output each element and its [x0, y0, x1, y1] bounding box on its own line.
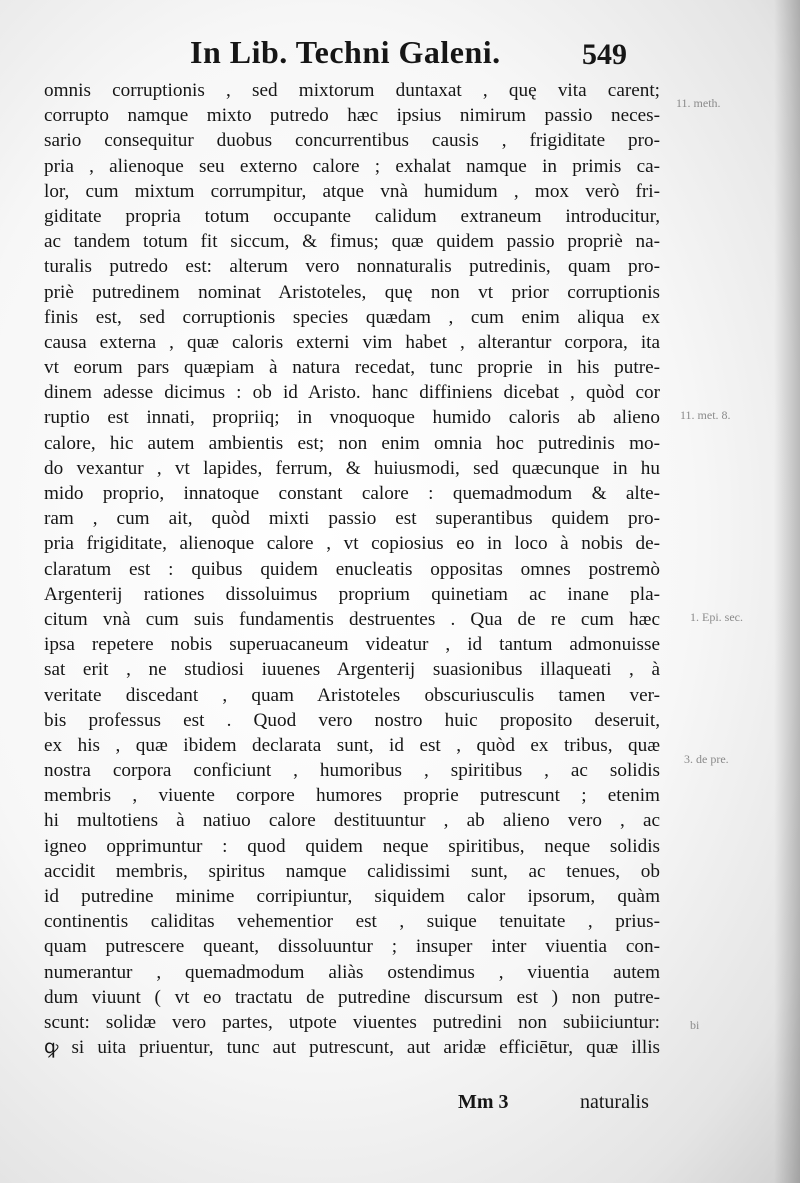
margin-note: bi [690, 1018, 700, 1032]
text-line: turalis putredo est: alterum vero nonnaturalis putredinis, quam pro- [44, 256, 660, 278]
text-line: calore, hic autem ambientis est; non enim omnia hoc putredinis mo- [44, 432, 660, 454]
text-line: sario consequitur duobus concurrentibus causis , frigiditate pro- [44, 130, 660, 152]
text-line: giditate propria totum occupante calidum extraneum introducitur, [44, 205, 660, 227]
text-line: veritate discedant , quam Aristoteles obscuriusculis tamen ver- [44, 684, 660, 706]
text-line: nostra corpora conficiunt , humoribus , spiritibus , ac solidis [44, 760, 660, 782]
text-line: vt eorum pars quæpiam à natura recedat, tunc proprie in his putre- [44, 357, 660, 379]
text-line: pria , alienoque seu externo calore ; exhalat namque in primis ca- [44, 155, 660, 177]
text-line: continentis caliditas vehementior est , suique tenuitate , prius- [44, 911, 660, 933]
page-edge-shadow [774, 0, 800, 1183]
text-line: accidit membris, spiritus namque calidissimi sunt, ac tenues, ob [44, 860, 660, 882]
text-line: ruptio est innati, propriiq; in vnoquoque humido caloris ab alieno [44, 407, 660, 429]
text-line: do vexantur , vt lapides, ferrum, & huiusmodi, sed quæcunque in hu [44, 457, 660, 479]
text-line: ipsa repetere nobis superuacaneum videatur , id tantum admonuisse [44, 634, 660, 656]
text-line: sat erit , ne studiosi iuuenes Argenterij suasionibus illaqueati , à [44, 659, 660, 681]
catchword: naturalis [580, 1091, 649, 1113]
text-line: dinem adesse dicimus : ob id Aristo. hanc diffiniens dicebat , quòd cor [44, 382, 660, 404]
text-line: ex his , quæ ibidem declarata sunt, id est , quòd ex tribus, quæ [44, 734, 660, 756]
text-line: id putredine minime corripiuntur, siquidem calor ipsorum, quàm [44, 886, 660, 907]
text-line: causa externa , quæ caloris externi vim habet , alterantur corpora, ita [44, 331, 660, 353]
text-line: scunt: solidæ vero partes, utpote viuentes putredini non subiiciuntur: [44, 1011, 660, 1033]
text-line: pria frigiditate, alienoque calore , vt copiosius eo in loco à nobis de- [44, 533, 660, 555]
text-line: priè putredinem nominat Aristoteles, quę non vt prior corruptionis [44, 281, 660, 303]
page-number: 549 [582, 38, 627, 71]
text-line: ꝙ si uita priuentur, tunc aut putrescunt, aut aridæ efficiētur, quæ illis [44, 1037, 660, 1059]
margin-note: 11. meth. [676, 96, 721, 110]
text-line: numerantur , quemadmodum aliàs ostendimus , viuentia autem [44, 961, 660, 983]
text-line: quam putrescere queant, dissoluuntur ; insuper inter viuentia con- [44, 936, 660, 958]
text-line: ac tandem totum fit siccum, & fimus; quæ quidem passio propriè na- [44, 231, 660, 253]
signature-mark: Mm 3 [458, 1091, 509, 1113]
running-title: In Lib. Techni Galeni. [190, 34, 501, 70]
text-line: citum vnà cum suis fundamentis destruentes . Qua de re cum hæc [44, 608, 660, 630]
text-line: membris , viuente corpore humores proprie putrescunt ; etenim [44, 785, 660, 807]
page-footer [0, 1083, 800, 1123]
text-line: omnis corruptionis , sed mixtorum duntaxat , quę vita carent; [44, 80, 660, 101]
body-text [44, 78, 660, 1060]
text-line: igneo opprimuntur : quod quidem neque spiritibus, neque solidis [44, 835, 660, 857]
margin-note: 11. met. 8. [680, 408, 731, 422]
margin-note: 3. de pre. [684, 752, 729, 766]
text-line: bis professus est . Quod vero nostro huic proposito deseruit, [44, 709, 660, 731]
text-line: ram , cum ait, quòd mixti passio est superantibus quidem pro- [44, 508, 660, 530]
text-line: hi multotiens à natiuo calore destituuntur , ab alieno vero , ac [44, 810, 660, 832]
text-line: corrupto namque mixto putredo hæc ipsius nimirum passio neces- [44, 105, 660, 127]
text-line: dum viuunt ( vt eo tractatu de putredine discursum est ) non putre- [44, 986, 660, 1008]
text-line: finis est, sed corruptionis species quædam , cum enim aliqua ex [44, 306, 660, 328]
text-line: Argenterij rationes dissoluimus proprium quinetiam ac inane pla- [44, 583, 660, 605]
text-line: lor, cum mixtum corrumpitur, atque vnà humidum , mox verò fri- [44, 180, 660, 202]
page-header [0, 30, 800, 80]
text-line: claratum est : quibus quidem enucleatis oppositas omnes postremò [44, 558, 660, 580]
text-line: mido proprio, innatoque constant calore : quemadmodum & alte- [44, 483, 660, 504]
margin-note: 1. Epi. sec. [690, 610, 743, 624]
